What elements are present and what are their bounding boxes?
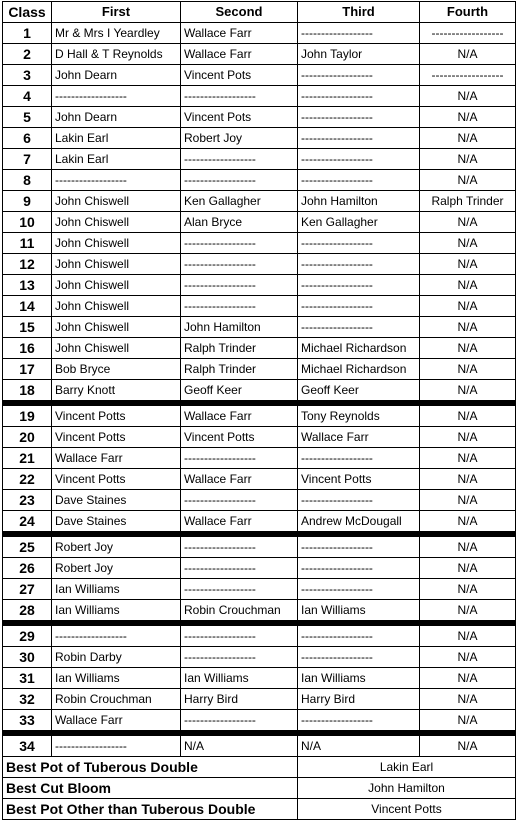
table-row	[3, 623, 516, 647]
second-place: Wallace Farr	[181, 44, 298, 65]
table-row	[3, 86, 516, 107]
first-place: ------------------	[52, 86, 181, 107]
second-place: ------------------	[181, 490, 298, 511]
first-place: John Chiswell	[52, 296, 181, 317]
second-place: ------------------	[181, 149, 298, 170]
fourth-place: ------------------	[420, 65, 516, 86]
first-place: John Chiswell	[52, 212, 181, 233]
first-place: Ian Williams	[52, 579, 181, 600]
class-number: 32	[3, 689, 52, 710]
first-place: Robert Joy	[52, 558, 181, 579]
fourth-place: N/A	[420, 490, 516, 511]
class-number: 22	[3, 469, 52, 490]
class-number: 5	[3, 107, 52, 128]
second-place: Vincent Pots	[181, 107, 298, 128]
third-place: ------------------	[298, 65, 420, 86]
table-row	[3, 710, 516, 734]
first-place: Mr & Mrs I Yeardley	[52, 23, 181, 44]
header-row	[3, 2, 516, 23]
second-place: ------------------	[181, 448, 298, 469]
fourth-place: N/A	[420, 668, 516, 689]
class-number: 11	[3, 233, 52, 254]
award-winner: Vincent Potts	[298, 799, 516, 820]
table-row	[3, 359, 516, 380]
table-row	[3, 65, 516, 86]
table-row	[3, 149, 516, 170]
header-first: First	[52, 2, 181, 23]
class-number: 26	[3, 558, 52, 579]
second-place: Harry Bird	[181, 689, 298, 710]
second-place: John Hamilton	[181, 317, 298, 338]
fourth-place: ------------------	[420, 23, 516, 44]
table-row	[3, 191, 516, 212]
third-place: ------------------	[298, 296, 420, 317]
first-place: Robert Joy	[52, 534, 181, 558]
first-place: ------------------	[52, 623, 181, 647]
fourth-place: N/A	[420, 647, 516, 668]
second-place: ------------------	[181, 296, 298, 317]
award-label: Best Pot of Tuberous Double	[3, 757, 298, 778]
fourth-place: N/A	[420, 600, 516, 624]
third-place: Michael Richardson	[298, 338, 420, 359]
class-number: 17	[3, 359, 52, 380]
header-class: Class	[3, 2, 52, 23]
header-third: Third	[298, 2, 420, 23]
class-number: 13	[3, 275, 52, 296]
class-number: 30	[3, 647, 52, 668]
second-place: Wallace Farr	[181, 23, 298, 44]
class-number: 27	[3, 579, 52, 600]
second-place: ------------------	[181, 558, 298, 579]
fourth-place: N/A	[420, 427, 516, 448]
second-place: Robin Crouchman	[181, 600, 298, 624]
first-place: John Chiswell	[52, 254, 181, 275]
first-place: Robin Crouchman	[52, 689, 181, 710]
first-place: John Dearn	[52, 65, 181, 86]
first-place: D Hall & T Reynolds	[52, 44, 181, 65]
table-row	[3, 170, 516, 191]
fourth-place: N/A	[420, 511, 516, 535]
table-row	[3, 427, 516, 448]
class-number: 8	[3, 170, 52, 191]
third-place: Vincent Potts	[298, 469, 420, 490]
first-place: Vincent Potts	[52, 427, 181, 448]
class-number: 29	[3, 623, 52, 647]
header-second: Second	[181, 2, 298, 23]
fourth-place: N/A	[420, 338, 516, 359]
third-place: ------------------	[298, 490, 420, 511]
fourth-place: N/A	[420, 733, 516, 757]
class-number: 21	[3, 448, 52, 469]
second-place: ------------------	[181, 534, 298, 558]
first-place: Vincent Potts	[52, 469, 181, 490]
third-place: ------------------	[298, 254, 420, 275]
first-place: John Dearn	[52, 107, 181, 128]
class-number: 6	[3, 128, 52, 149]
table-row	[3, 212, 516, 233]
fourth-place: N/A	[420, 233, 516, 254]
second-place: Ian Williams	[181, 668, 298, 689]
fourth-place: N/A	[420, 212, 516, 233]
table-row	[3, 647, 516, 668]
class-number: 1	[3, 23, 52, 44]
class-number: 9	[3, 191, 52, 212]
fourth-place: N/A	[420, 403, 516, 427]
third-place: ------------------	[298, 647, 420, 668]
second-place: N/A	[181, 733, 298, 757]
table-row	[3, 469, 516, 490]
fourth-place: N/A	[420, 710, 516, 734]
class-number: 10	[3, 212, 52, 233]
third-place: Harry Bird	[298, 689, 420, 710]
first-place: ------------------	[52, 170, 181, 191]
second-place: Ralph Trinder	[181, 359, 298, 380]
first-place: John Chiswell	[52, 191, 181, 212]
award-winner: John Hamilton	[298, 778, 516, 799]
header-fourth: Fourth	[420, 2, 516, 23]
third-place: ------------------	[298, 534, 420, 558]
first-place: Lakin Earl	[52, 128, 181, 149]
third-place: Geoff Keer	[298, 380, 420, 404]
second-place: ------------------	[181, 623, 298, 647]
first-place: Ian Williams	[52, 600, 181, 624]
fourth-place: N/A	[420, 275, 516, 296]
fourth-place: N/A	[420, 558, 516, 579]
first-place: John Chiswell	[52, 275, 181, 296]
class-number: 28	[3, 600, 52, 624]
fourth-place: N/A	[420, 107, 516, 128]
table-row	[3, 668, 516, 689]
third-place: Wallace Farr	[298, 427, 420, 448]
third-place: ------------------	[298, 128, 420, 149]
third-place: ------------------	[298, 558, 420, 579]
class-number: 19	[3, 403, 52, 427]
class-number: 25	[3, 534, 52, 558]
second-place: ------------------	[181, 579, 298, 600]
table-row	[3, 511, 516, 535]
third-place: N/A	[298, 733, 420, 757]
first-place: John Chiswell	[52, 338, 181, 359]
third-place: ------------------	[298, 23, 420, 44]
table-row	[3, 558, 516, 579]
award-row	[3, 778, 516, 799]
first-place: Robin Darby	[52, 647, 181, 668]
table-row	[3, 107, 516, 128]
second-place: ------------------	[181, 86, 298, 107]
fourth-place: N/A	[420, 448, 516, 469]
fourth-place: N/A	[420, 254, 516, 275]
second-place: Alan Bryce	[181, 212, 298, 233]
third-place: John Taylor	[298, 44, 420, 65]
first-place: Wallace Farr	[52, 710, 181, 734]
fourth-place: N/A	[420, 579, 516, 600]
fourth-place: N/A	[420, 317, 516, 338]
third-place: ------------------	[298, 86, 420, 107]
first-place: Vincent Potts	[52, 403, 181, 427]
second-place: ------------------	[181, 233, 298, 254]
table-row	[3, 254, 516, 275]
award-label: Best Cut Bloom	[3, 778, 298, 799]
table-row	[3, 448, 516, 469]
table-row	[3, 490, 516, 511]
third-place: ------------------	[298, 107, 420, 128]
second-place: Wallace Farr	[181, 469, 298, 490]
fourth-place: N/A	[420, 296, 516, 317]
award-row	[3, 757, 516, 778]
fourth-place: N/A	[420, 170, 516, 191]
class-number: 3	[3, 65, 52, 86]
second-place: ------------------	[181, 254, 298, 275]
third-place: ------------------	[298, 233, 420, 254]
table-row	[3, 44, 516, 65]
fourth-place: N/A	[420, 689, 516, 710]
first-place: ------------------	[52, 733, 181, 757]
table-row	[3, 338, 516, 359]
second-place: Robert Joy	[181, 128, 298, 149]
third-place: Andrew McDougall	[298, 511, 420, 535]
class-number: 12	[3, 254, 52, 275]
second-place: ------------------	[181, 647, 298, 668]
results-table	[2, 1, 516, 820]
third-place: ------------------	[298, 317, 420, 338]
class-number: 33	[3, 710, 52, 734]
table-row	[3, 317, 516, 338]
first-place: Wallace Farr	[52, 448, 181, 469]
second-place: ------------------	[181, 710, 298, 734]
third-place: ------------------	[298, 448, 420, 469]
fourth-place: N/A	[420, 534, 516, 558]
second-place: Wallace Farr	[181, 511, 298, 535]
table-row	[3, 233, 516, 254]
third-place: Ian Williams	[298, 600, 420, 624]
second-place: Wallace Farr	[181, 403, 298, 427]
class-number: 18	[3, 380, 52, 404]
third-place: ------------------	[298, 275, 420, 296]
fourth-place: N/A	[420, 44, 516, 65]
third-place: Ken Gallagher	[298, 212, 420, 233]
table-row	[3, 579, 516, 600]
second-place: Ken Gallagher	[181, 191, 298, 212]
table-row	[3, 403, 516, 427]
class-number: 14	[3, 296, 52, 317]
first-place: Bob Bryce	[52, 359, 181, 380]
table-row	[3, 296, 516, 317]
fourth-place: N/A	[420, 128, 516, 149]
third-place: ------------------	[298, 623, 420, 647]
award-label: Best Pot Other than Tuberous Double	[3, 799, 298, 820]
class-number: 24	[3, 511, 52, 535]
fourth-place: N/A	[420, 380, 516, 404]
fourth-place: N/A	[420, 149, 516, 170]
third-place: ------------------	[298, 170, 420, 191]
class-number: 20	[3, 427, 52, 448]
first-place: Barry Knott	[52, 380, 181, 404]
second-place: Vincent Pots	[181, 65, 298, 86]
first-place: John Chiswell	[52, 233, 181, 254]
second-place: Vincent Potts	[181, 427, 298, 448]
class-number: 31	[3, 668, 52, 689]
class-number: 4	[3, 86, 52, 107]
table-row	[3, 733, 516, 757]
first-place: Ian Williams	[52, 668, 181, 689]
table-row	[3, 128, 516, 149]
table-row	[3, 380, 516, 404]
class-number: 7	[3, 149, 52, 170]
class-number: 23	[3, 490, 52, 511]
class-number: 2	[3, 44, 52, 65]
third-place: Michael Richardson	[298, 359, 420, 380]
first-place: Dave Staines	[52, 490, 181, 511]
third-place: ------------------	[298, 579, 420, 600]
first-place: John Chiswell	[52, 317, 181, 338]
fourth-place: N/A	[420, 469, 516, 490]
second-place: Ralph Trinder	[181, 338, 298, 359]
table-row	[3, 600, 516, 624]
third-place: Tony Reynolds	[298, 403, 420, 427]
first-place: Dave Staines	[52, 511, 181, 535]
fourth-place: N/A	[420, 623, 516, 647]
table-row	[3, 23, 516, 44]
table-row	[3, 275, 516, 296]
fourth-place: N/A	[420, 86, 516, 107]
third-place: ------------------	[298, 149, 420, 170]
second-place: ------------------	[181, 275, 298, 296]
class-number: 15	[3, 317, 52, 338]
third-place: John Hamilton	[298, 191, 420, 212]
third-place: ------------------	[298, 710, 420, 734]
third-place: Ian Williams	[298, 668, 420, 689]
award-winner: Lakin Earl	[298, 757, 516, 778]
first-place: Lakin Earl	[52, 149, 181, 170]
second-place: ------------------	[181, 170, 298, 191]
class-number: 16	[3, 338, 52, 359]
award-row	[3, 799, 516, 820]
table-row	[3, 534, 516, 558]
table-row	[3, 689, 516, 710]
class-number: 34	[3, 733, 52, 757]
fourth-place: N/A	[420, 359, 516, 380]
second-place: Geoff Keer	[181, 380, 298, 404]
fourth-place: Ralph Trinder	[420, 191, 516, 212]
